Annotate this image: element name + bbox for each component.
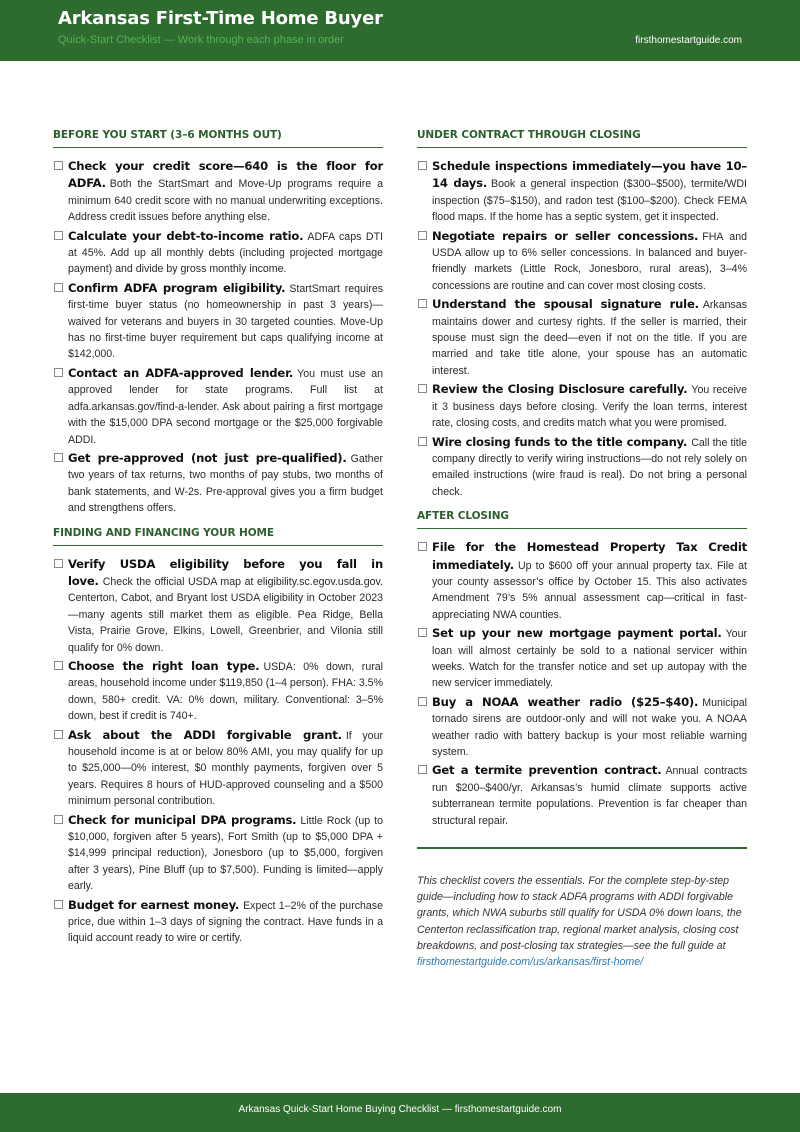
checklist-item (53, 365, 383, 448)
checklist-item-body: Municipal tornado sirens are outdoor-only and will not wake you. A NOAA weather radio with battery backup is your most reliable warning system. (432, 696, 747, 758)
checklist-item (417, 158, 747, 226)
checklist-item-body: Little Rock (up to $10,000, forgiven after 5 years), Fort Smith (up to $5,000 DPA + $14,999 principal reduction), Jonesboro (up to $5,000, forgiven after 3 years), Pine Bluff (up to $7,500). Funding is limited—apply early. (68, 814, 383, 893)
checklist-item-body: If your household income is at or below 80% AMI, you may qualify for up to $25,000—0% interest, $0 monthly payments, forgiven over 5 years. Requires 8 hours of HUD-approved counseling and a $500 minimum personal contribution. (68, 729, 383, 808)
checkbox[interactable] (54, 453, 63, 462)
checklist-item-title: Buy a NOAA weather radio ($25–$40). (432, 694, 699, 709)
checkbox[interactable] (54, 368, 63, 377)
checklist-item-title: Wire closing funds to the title company. (432, 434, 688, 449)
checklist-item-title: Schedule inspections immediately—you have 10–14 days. (432, 159, 747, 191)
checklist-item-body: Book a general inspection ($300–$500), termite/WDI inspection ($75–$150), and radon test ($100–$200). Check FEMA flood maps. If the home has a septic system, get it inspected. (432, 178, 747, 224)
checkbox[interactable] (54, 283, 63, 292)
checklist-under-contract (417, 158, 747, 500)
checklist-item (53, 812, 383, 895)
checklist-item (417, 434, 747, 501)
section-heading-finding-financing: FINDING AND FINANCING YOUR HOME (53, 527, 383, 546)
checkbox[interactable] (418, 299, 427, 308)
closing-note-text: This checklist covers the essentials. For the complete step-by-step guide—including how to stack ADFA programs with ADDI forgivable grants, which NWA suburbs still qualify for USDA 0% down loans, the Centerton reclassification trap, regional market analysis, closing cost breakdowns, and post-closing tax strategies—see the full guide at (417, 875, 742, 952)
page-title: Arkansas First-Time Home Buyer (58, 8, 383, 29)
checkbox[interactable] (54, 900, 63, 909)
checkbox[interactable] (54, 559, 63, 568)
checklist-item-body: Both the StartSmart and Move-Up programs require a minimum 640 credit score with no manual underwriting exceptions. Address credit issues before anything else. (68, 178, 383, 224)
page-header (0, 0, 800, 61)
checklist-item-title: Negotiate repairs or seller concessions. (432, 228, 699, 243)
checkbox[interactable] (54, 815, 63, 824)
checklist-finding-financing (53, 556, 383, 947)
checklist-item-title: Get pre-approved (not just pre-qualified). (68, 450, 347, 465)
section-heading-under-contract: UNDER CONTRACT THROUGH CLOSING (417, 129, 747, 148)
checkbox[interactable] (418, 437, 427, 446)
checklist-item (417, 625, 747, 692)
full-guide-link[interactable]: firsthomestartguide.com/us/arkansas/first-home/ (417, 956, 644, 969)
checklist-item-title: Set up your new mortgage payment portal. (432, 626, 722, 641)
header-site-link[interactable]: firsthomestartguide.com (635, 35, 742, 46)
checklist-item-body: Arkansas maintains dower and curtesy rights. If the seller is married, their spouse must sign the deed—even if not on the title. If you are married and take title alone, your spouse has an automatic interest. (432, 299, 747, 377)
left-column (53, 129, 383, 949)
checklist-item-title: Get a termite prevention contract. (432, 763, 662, 778)
checklist-item (417, 228, 747, 295)
checklist-item (53, 280, 383, 363)
checklist-item-body: USDA: 0% down, rural areas, household income under $119,850 (1–4 person). FHA: 3.5% down, 580+ credit. VA: 0% down, military. Conventional: 3–5% down, best if credit is 740+. (68, 660, 383, 723)
checklist-item (417, 539, 747, 623)
checklist-item (417, 381, 747, 431)
checkbox[interactable] (418, 697, 427, 706)
checklist-item (53, 897, 383, 947)
checklist-item-title: File for the Homestead Property Tax Credit immediately. (432, 540, 747, 572)
checklist-item (53, 228, 383, 278)
checklist-before-you-start (53, 158, 383, 517)
checklist-item-title: Check your credit score—640 is the floor for ADFA. (68, 159, 383, 191)
checklist-item (417, 762, 747, 829)
checklist-item (417, 694, 747, 761)
closing-note (417, 873, 747, 970)
checklist-item-title: Ask about the ADDI forgivable grant. (68, 727, 342, 742)
checklist-item-body: ADFA caps DTI at 45%. Add up all monthly debts (including projected mortgage payment) and divide by gross monthly income. (68, 230, 383, 276)
checkbox[interactable] (54, 231, 63, 240)
checkbox[interactable] (54, 161, 63, 170)
checklist-item-body: Up to $600 off your annual property tax. File at your county assessor’s office by October 15. This also activates Amendment 79’s 5% annual assessment cap—critical in fast-appreciating NWA counties. (432, 559, 747, 621)
checklist-item-title: Budget for earnest money. (68, 897, 240, 912)
checklist-item (53, 556, 383, 656)
checklist-item-body: Expect 1–2% of the purchase price, due within 1–3 days of signing the contract. Have funds in a liquid account ready to wire or certify. (68, 899, 383, 945)
checklist-item-title: Check for municipal DPA programs. (68, 812, 297, 827)
checkbox[interactable] (418, 765, 427, 774)
checkbox[interactable] (54, 661, 63, 670)
page-subtitle: Quick-Start Checklist — Work through each phase in order (58, 34, 344, 46)
checkbox[interactable] (418, 231, 427, 240)
checklist-item (417, 296, 747, 379)
checklist-item-title: Understand the spousal signature rule. (432, 297, 699, 312)
checkbox[interactable] (418, 628, 427, 637)
checklist-item (53, 658, 383, 725)
footer-text: Arkansas Quick-Start Home Buying Checklist — firsthomestartguide.com (238, 1104, 562, 1115)
section-divider (417, 847, 747, 849)
checklist-item-title: Choose the right loan type. (68, 658, 260, 673)
checkbox[interactable] (418, 542, 427, 551)
checklist-item-body: Call the title company directly to verify wiring instructions—do not rely solely on emailed instructions (wire fraud is real). Do not bring a personal check. (432, 436, 747, 498)
checklist-item (53, 450, 383, 517)
checklist-item-body: StartSmart requires first-time buyer status (no homeownership in past 3 years)—waived for veterans and buyers in 30 targeted counties. Move-Up has no first-time buyer requirement but caps qualifying income at $142,000. (68, 282, 384, 361)
checkbox[interactable] (54, 730, 63, 739)
checklist-item (53, 727, 383, 810)
page-footer (0, 1093, 800, 1132)
section-heading-after-closing: AFTER CLOSING (417, 510, 747, 529)
checklist-item-title: Review the Closing Disclosure carefully. (432, 382, 688, 397)
checklist-item-body: FHA and USDA allow up to 6% seller concessions. In balanced and buyer-friendly markets (Little Rock, Jonesboro, rural areas), 3–4% concessions are routine and can cover most closing costs. (432, 230, 747, 292)
checklist-item (53, 158, 383, 226)
checkbox[interactable] (418, 161, 427, 170)
checklist-item-title: Verify USDA eligibility before you fall in love. (68, 556, 383, 588)
checklist-item-body: Gather two years of tax returns, two months of pay stubs, two months of bank statements, and W-2s. Pre-approval gives you a firm budget and strengthens offers. (68, 452, 383, 515)
checklist-item-body: Check the official USDA map at eligibility.sc.egov.usda.gov. Centerton, Cabot, and Bryant lost USDA eligibility in October 2023—many agents still market them as eligible. Pea Ridge, Bella Vista, Prairie Grove, Elkins, Lowell, Greenbrier, and Vilonia still qualify for 0% down. (68, 575, 383, 654)
checklist-item-body: Annual contracts run $200–$400/yr. Arkansas’s humid climate supports active subterranean termite populations. Prevention is far cheaper than structural repair. (432, 765, 747, 827)
checkbox[interactable] (418, 384, 427, 393)
checklist-item-body: You must use an approved lender for state programs. Full list at adfa.arkansas.gov/find-a-lender. Ask about pairing a first mortgage with the $15,000 DPA second mortgage or the $25,000 forgivable ADDI. (68, 367, 383, 446)
checklist-after-closing (417, 539, 747, 829)
checklist-item-body: Your loan will almost certainly be sold to a national servicer within weeks. Watch for the transfer notice and set up autopay with the new servicer immediately. (432, 628, 747, 690)
right-column (417, 129, 747, 970)
checklist-item-title: Confirm ADFA program eligibility. (68, 280, 286, 295)
checklist-item-body: You receive it 3 business days before closing. Verify the loan terms, interest rate, closing costs, and credits match what you were promised. (432, 384, 747, 430)
checklist-item-title: Contact an ADFA-approved lender. (68, 365, 294, 380)
section-heading-before-you-start: BEFORE YOU START (3–6 MONTHS OUT) (53, 129, 383, 148)
checklist-item-title: Calculate your debt-to-income ratio. (68, 228, 304, 243)
